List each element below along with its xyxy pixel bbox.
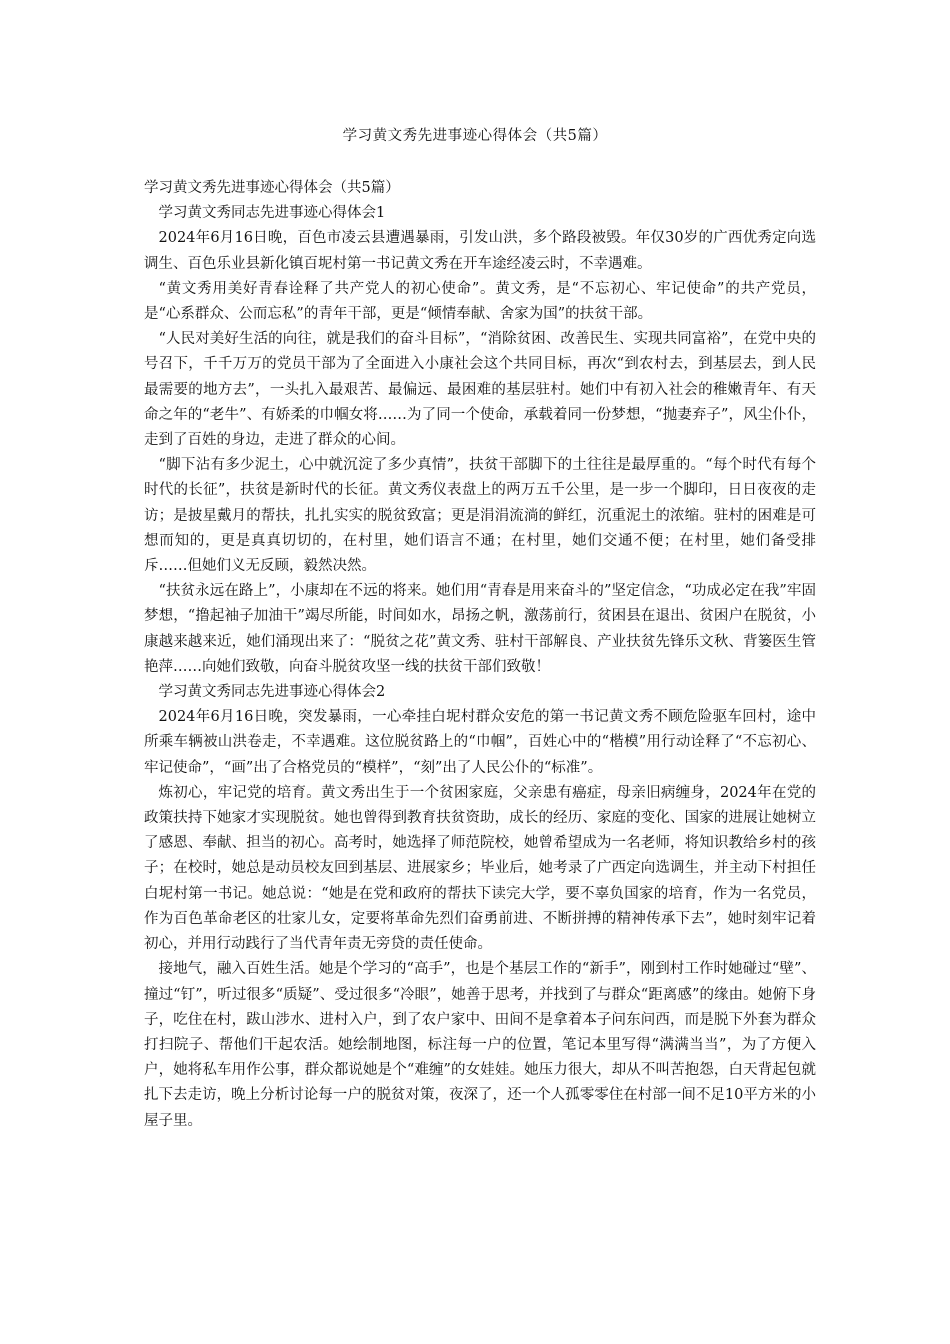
section-heading-1: 学习黄文秀同志先进事迹心得体会1 — [158, 205, 386, 222]
document-heading: 学习黄文秀先进事迹心得体会（共5篇） — [144, 180, 400, 196]
paragraph: “黄文秀用美好青春诠释了共产党人的初心使命”。黄文秀，是“不忘初心、牢记使命”的共产党员，是“心系群众、公而忘私”的青年干部，更是“倾情奉献、舍家为国”的扶贫干部。 — [144, 280, 816, 323]
paragraph: “人民对美好生活的向往，就是我们的奋斗目标”，“消除贫困、改善民生、实现共同富裕”，在党中央的号召下，千千万万的党员干部为了全面进入小康社会这个共同目标，再次“到农村去，到基层去，到人民最需要的地方去”，一头扎入最艰苦、最偏远、最困难的基层驻村。她们中有初入社会的稚嫩青年、有天命之年的“老牛”、有娇柔的巾帼女将……为了同一个使命，承载着同一份梦想，“抛妻弃子”，风尘仆仆，走到了百姓的身边，走进了群众的心间。 — [144, 331, 816, 449]
document-body — [144, 176, 816, 1134]
page-title: 学习黄文秀先进事迹心得体会（共5篇） — [342, 128, 608, 144]
section-heading-2: 学习黄文秀同志先进事迹心得体会2 — [158, 684, 386, 701]
paragraph: 炼初心，牢记党的培育。黄文秀出生于一个贫困家庭，父亲患有癌症，母亲旧病缠身，2024年在党的政策扶持下她家才实现脱贫。她也曾得到教育扶贫资助，成长的经历、家庭的变化、国家的进展让她树立了感恩、奉献、担当的初心。高考时，她选择了师范院校，她曾希望成为一名老师，将知识教给乡村的孩子；在校时，她总是动员校友回到基层、进展家乡；毕业后，她考录了广西定向选调生，并主动下村担任白坭村第一书记。她总说：“她是在党和政府的帮扶下读完大学，要不辜负国家的培育，作为一名党员，作为百色革命老区的壮家儿女，定要将革命先烈们奋勇前进、不断拼搏的精神传承下去”，她时刻牢记着初心，并用行动践行了当代青年责无旁贷的责任使命。 — [144, 784, 816, 953]
paragraph: “扶贫永远在路上”，小康却在不远的将来。她们用“青春是用来奋斗的”坚定信念，“功成必定在我”牢固梦想，“撸起袖子加油干”竭尽所能，时间如水，昂扬之帆，激荡前行，贫困县在退出、贫困户在脱贫，小康越来越来近，她们涌现出来了：“脱贫之花”黄文秀、驻村干部解良、产业扶贫先锋乐文秋、背篓医生管艳萍……向她们致敬，向奋斗脱贫攻坚一线的扶贫干部们致敬！ — [144, 583, 816, 675]
paragraph: 2024年6月16日晚，百色市凌云县遭遇暴雨，引发山洪，多个路段被毁。年仅30岁的广西优秀定向选调生、百色乐业县新化镇百坭村第一书记黄文秀在开车途经凌云时，不幸遇难。 — [144, 230, 816, 272]
paragraph: 接地气，融入百姓生活。她是个学习的“高手”，也是个基层工作的“新手”，刚到村工作时她碰过“壁”、撞过“钉”，听过很多“质疑”、受过很多“冷眼”，她善于思考，并找到了与群众“距离感”的缘由。她俯下身子，吃住在村，跋山涉水、进村入户，到了农户家中、田间不是拿着本子问东问西，而是脱下外套为群众打扫院子、帮他们干起农活。她绘制地图，标注每一户的位置，笔记本里写得“满满当当”，为了方便入户，她将私车用作公事，群众都说她是个“难缠”的女娃娃。她压力很大，却从不叫苦抱怨，白天背起包就扎下去走访，晚上分析讨论每一户的脱贫对策，夜深了，还一个人孤零零住在村部一间不足10平方米的小屋子里。 — [144, 961, 816, 1129]
paragraph: “脚下沾有多少泥土，心中就沉淀了多少真情”，扶贫干部脚下的土往往是最厚重的。“每个时代有每个时代的长征”，扶贫是新时代的长征。黄文秀仪表盘上的两万五千公里，是一步一个脚印，日日夜夜的走访；是披星戴月的帮扶，扎扎实实的脱贫致富；更是涓涓流淌的鲜红，沉重泥土的浓缩。驻村的困难是可想而知的，更是真真切切的，在村里，她们语言不通；在村里，她们交通不便；在村里，她们备受排斥……但她们义无反顾，毅然决然。 — [144, 457, 816, 575]
paragraph: 2024年6月16日晚，突发暴雨，一心牵挂白坭村群众安危的第一书记黄文秀不顾危险驱车回村，途中所乘车辆被山洪卷走，不幸遇难。这位脱贫路上的“巾帼”，百姓心中的“楷模”用行动诠释了“不忘初心、牢记使命”，“画”出了合格党员的“模样”，“刻”出了人民公仆的“标准”。 — [144, 709, 816, 776]
